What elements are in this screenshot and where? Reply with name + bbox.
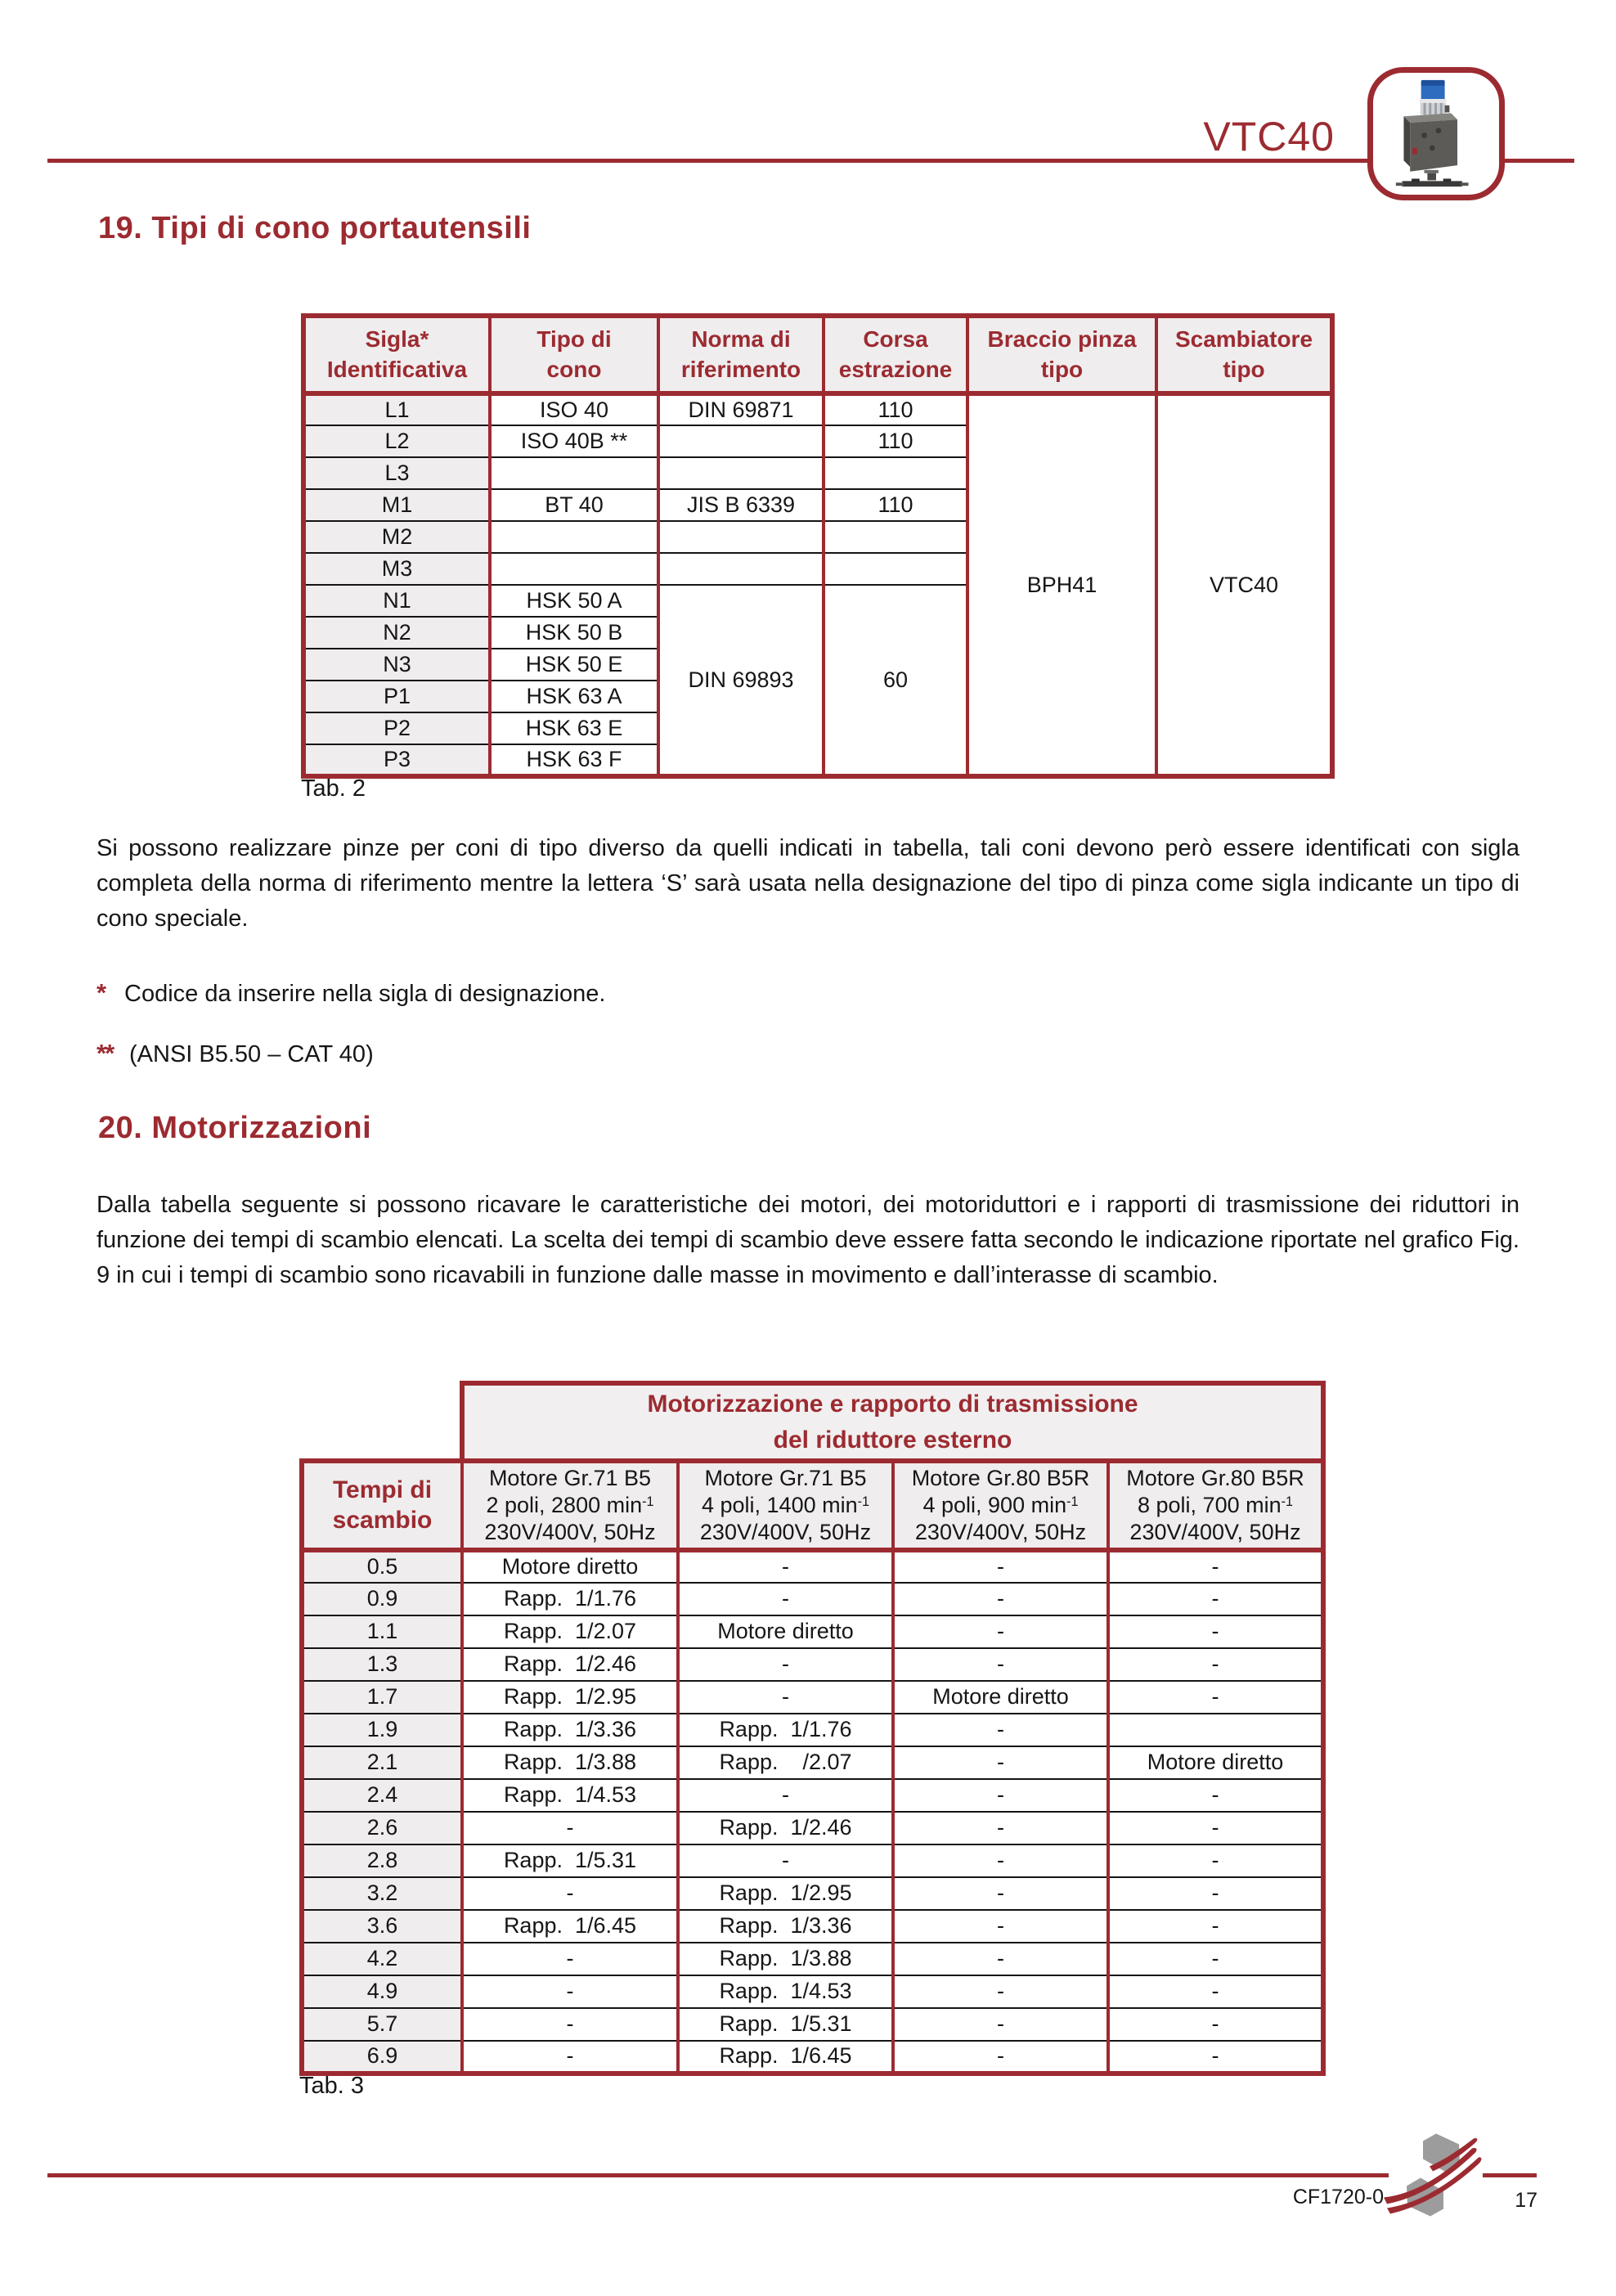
table-cell: - [1108,1910,1323,1943]
table-cell: 0.5 [302,1550,462,1583]
table-cell: - [893,1844,1108,1877]
table-cell: Rapp. /2.07 [678,1746,893,1779]
column-header: Norma di riferimento [658,316,824,393]
table-cell: - [893,1746,1108,1779]
table-cell: ISO 40 [490,393,658,425]
table-cell: 3.2 [302,1877,462,1910]
table-cell: Rapp. 1/5.31 [462,1844,678,1877]
table-cell: HSK 63 F [490,744,658,776]
table-cell: - [678,1583,893,1615]
table-cell [824,457,967,489]
table-row [302,1583,1323,1615]
table-cell: - [462,2008,678,2041]
table-span-header-row [302,1383,1323,1461]
table-cell: Rapp. 1/3.36 [678,1910,893,1943]
table-cell: - [893,1648,1108,1681]
table-row [302,1550,1323,1583]
table-cell: - [678,1648,893,1681]
table-cell: 2.6 [302,1812,462,1844]
footnote-1-marker: * [97,978,107,1007]
table-cell: HSK 63 E [490,712,658,744]
table-cell: 4.9 [302,1975,462,2008]
cone-types-table [301,313,1335,779]
table-cell: 2.1 [302,1746,462,1779]
table-cell: Motore diretto [893,1681,1108,1714]
table-cell: - [1108,1975,1323,2008]
table-cell: M1 [303,489,490,521]
table-3-caption: Tab. 3 [299,2073,364,2099]
table-cell: Rapp. 1/4.53 [462,1779,678,1812]
table-row [302,2041,1323,2074]
table-cell [658,521,824,553]
table-cell: - [893,2041,1108,2074]
table-cell: M2 [303,521,490,553]
table-cell: 1.9 [302,1714,462,1746]
table-cell: - [1108,2041,1323,2074]
table-cell: - [462,1975,678,2008]
table-cell: 4.2 [302,1943,462,1975]
table-cell: - [893,1615,1108,1648]
table-cell: - [893,1583,1108,1615]
table-cell: DIN 69871 [658,393,824,425]
footer-rule-left [47,2173,1389,2177]
footnote-1 [97,978,605,1008]
table-cell: 2.8 [302,1844,462,1877]
table-cell [490,457,658,489]
table-cell: - [893,1714,1108,1746]
table-cell: Rapp. 1/2.07 [462,1615,678,1648]
page-number: 17 [1515,2189,1537,2212]
table-cell: Rapp. 1/6.45 [462,1910,678,1943]
header-rule [47,159,1574,163]
section-19-paragraph: Si possono realizzare pinze per coni di tipo diverso da quelli indicati in tabella, tali coni devono però essere identificati con sigla completa della norma di riferimento mentre la lettera ‘S’ sarà usata nella designazione del tipo di pinza come sigla indicante un tipo di cono speciale. [97,835,1519,932]
product-name: VTC40 [1203,114,1335,160]
table-row [302,1943,1323,1975]
table-row [302,1746,1323,1779]
table-cell: - [893,1779,1108,1812]
table-cell: Motore diretto [462,1550,678,1583]
table-cell: Rapp. 1/2.46 [678,1812,893,1844]
column-header: Motore Gr.71 B5 2 poli, 2800 $\min^{-1}$ 230V/400V, 50Hz [462,1461,678,1550]
table-cell: - [1108,1681,1323,1714]
table-cell: P3 [303,744,490,776]
table-cell: - [1108,1844,1323,1877]
table-cell: Rapp. 1/1.76 [678,1714,893,1746]
table-cell: N3 [303,649,490,681]
table-cell: - [893,1550,1108,1583]
table-header-row [302,1461,1323,1550]
table-cell-merged: 60 [824,585,967,776]
table-cell: Motore diretto [1108,1746,1323,1779]
column-header: Corsa estrazione [824,316,967,393]
table-cell: - [1108,1550,1323,1583]
table-row [302,1681,1323,1714]
table-cell: Rapp. 1/6.45 [678,2041,893,2074]
table-cell: Rapp. 1/5.31 [678,2008,893,2041]
table-cell [1108,1714,1323,1746]
column-header: Tipo di cono [490,316,658,393]
table-cell: - [893,1877,1108,1910]
span-header-line1: Motorizzazione e rapporto di trasmissione [647,1391,1138,1418]
footnote-2 [97,1039,374,1068]
span-header-line2: del riduttore esterno [773,1426,1012,1454]
table-cell: - [1108,2008,1323,2041]
table-cell: 1.7 [302,1681,462,1714]
table-row [302,1714,1323,1746]
table-cell: - [678,1844,893,1877]
table-cell: - [462,1812,678,1844]
table-2-caption: Tab. 2 [301,775,366,802]
table-cell: - [678,1681,893,1714]
table-cell: - [1108,1779,1323,1812]
table-cell: Motore diretto [678,1615,893,1648]
table-cell: Rapp. 1/2.46 [462,1648,678,1681]
table-row [302,2008,1323,2041]
table-cell: - [462,1877,678,1910]
table-cell: - [893,1812,1108,1844]
table-cell: Rapp. 1/1.76 [462,1583,678,1615]
table-cell: N2 [303,617,490,649]
table-cell: - [893,2008,1108,2041]
table-row [302,1910,1323,1943]
table-cell: P2 [303,712,490,744]
table-cell [658,457,824,489]
table-cell: 5.7 [302,2008,462,2041]
table-cell-merged: DIN 69893 [658,585,824,776]
spacer-cell [302,1383,462,1461]
motorization-table [299,1381,1326,2076]
table-row [302,1648,1323,1681]
table-cell: - [1108,1615,1323,1648]
table-cell: L3 [303,457,490,489]
table-cell: 6.9 [302,2041,462,2074]
table-cell: M3 [303,553,490,585]
column-header: Motore Gr.80 B5R 8 poli, 700 $\min^{-1}$ 230V/400V, 50Hz [1108,1461,1323,1550]
table-cell: - [893,1943,1108,1975]
table-cell: - [678,1779,893,1812]
table-cell: 2.4 [302,1779,462,1812]
table-cell [658,553,824,585]
column-header: Motore Gr.71 B5 4 poli, 1400 $\min^{-1}$ 230V/400V, 50Hz [678,1461,893,1550]
table-cell: - [1108,1648,1323,1681]
machine-image [1383,79,1489,189]
table-cell: - [678,1550,893,1583]
table-cell: - [1108,1583,1323,1615]
table-cell: Rapp. 1/2.95 [678,1877,893,1910]
table-cell: 0.9 [302,1583,462,1615]
table-cell [490,553,658,585]
table-cell-merged: VTC40 [1156,393,1332,776]
table-cell [824,521,967,553]
section-19-title: 19. Tipi di cono portautensili [98,211,532,245]
table-row [302,1844,1323,1877]
table-cell: - [1108,1877,1323,1910]
footnote-2-text: (ANSI B5.50 – CAT 40) [129,1041,374,1067]
column-header: Braccio pinza tipo [967,316,1156,393]
company-logo [1382,2132,1484,2218]
footer-rule-right [1483,2173,1537,2177]
product-image-frame [1367,67,1505,200]
table-cell-merged: BPH41 [967,393,1156,776]
table-cell: 1.1 [302,1615,462,1648]
table-row [302,1812,1323,1844]
table-cell: L1 [303,393,490,425]
table-cell: ISO 40B ** [490,425,658,457]
table-row [303,393,1332,425]
table-cell: JIS B 6339 [658,489,824,521]
table-cell [824,553,967,585]
footnote-2-marker: ** [97,1039,114,1067]
table-cell: HSK 50 B [490,617,658,649]
table-row [302,1975,1323,2008]
table-cell: Rapp. 1/3.88 [462,1746,678,1779]
table-cell: HSK 63 A [490,681,658,712]
column-header: Sigla* Identificativa [303,316,490,393]
section-20-paragraph: Dalla tabella seguente si possono ricavare le caratteristiche dei motori, dei motoriduttori e i rapporti di trasmissione dei riduttori in funzione dei tempi di scambio elencati. La scelta dei tempi di scambio deve essere fatta secondo le indicazione riportate nel grafico Fig. 9 in cui i tempi di scambio sono ricavabili in funzione dalle masse in movimento e dall’interasse di scambio. [97,1192,1519,1288]
section-20-title: 20. Motorizzazioni [98,1111,372,1145]
table-cell [490,521,658,553]
column-header: Tempi di scambio [302,1461,462,1550]
table-cell [658,425,824,457]
table-cell: - [462,2041,678,2074]
table-row [302,1615,1323,1648]
table-cell: - [462,1943,678,1975]
table-cell: 110 [824,393,967,425]
table-header-row [303,316,1332,393]
table-cell: - [1108,1943,1323,1975]
table-cell: - [1108,1812,1323,1844]
table-cell: Rapp. 1/3.36 [462,1714,678,1746]
table-cell: Rapp. 1/3.88 [678,1943,893,1975]
table-cell: Rapp. 1/4.53 [678,1975,893,2008]
table-cell: 3.6 [302,1910,462,1943]
document-code: CF1720-0 [1292,2186,1384,2208]
table-row [302,1779,1323,1812]
table-cell: HSK 50 E [490,649,658,681]
table-cell: 1.3 [302,1648,462,1681]
table-cell: L2 [303,425,490,457]
column-header: Motore Gr.80 B5R 4 poli, 900 $\min^{-1}$ 230V/400V, 50Hz [893,1461,1108,1550]
column-header: Scambiatore tipo [1156,316,1332,393]
table-cell: BT 40 [490,489,658,521]
table-cell: P1 [303,681,490,712]
table-cell: HSK 50 A [490,585,658,617]
table-cell: Rapp. 1/2.95 [462,1681,678,1714]
table-row [302,1877,1323,1910]
span-header-cell [462,1383,1323,1461]
table-cell: 110 [824,425,967,457]
footnote-1-text: Codice da inserire nella sigla di designazione. [124,981,606,1007]
table-cell: 110 [824,489,967,521]
table-cell: - [893,1975,1108,2008]
table-cell: - [893,1910,1108,1943]
table-cell: N1 [303,585,490,617]
